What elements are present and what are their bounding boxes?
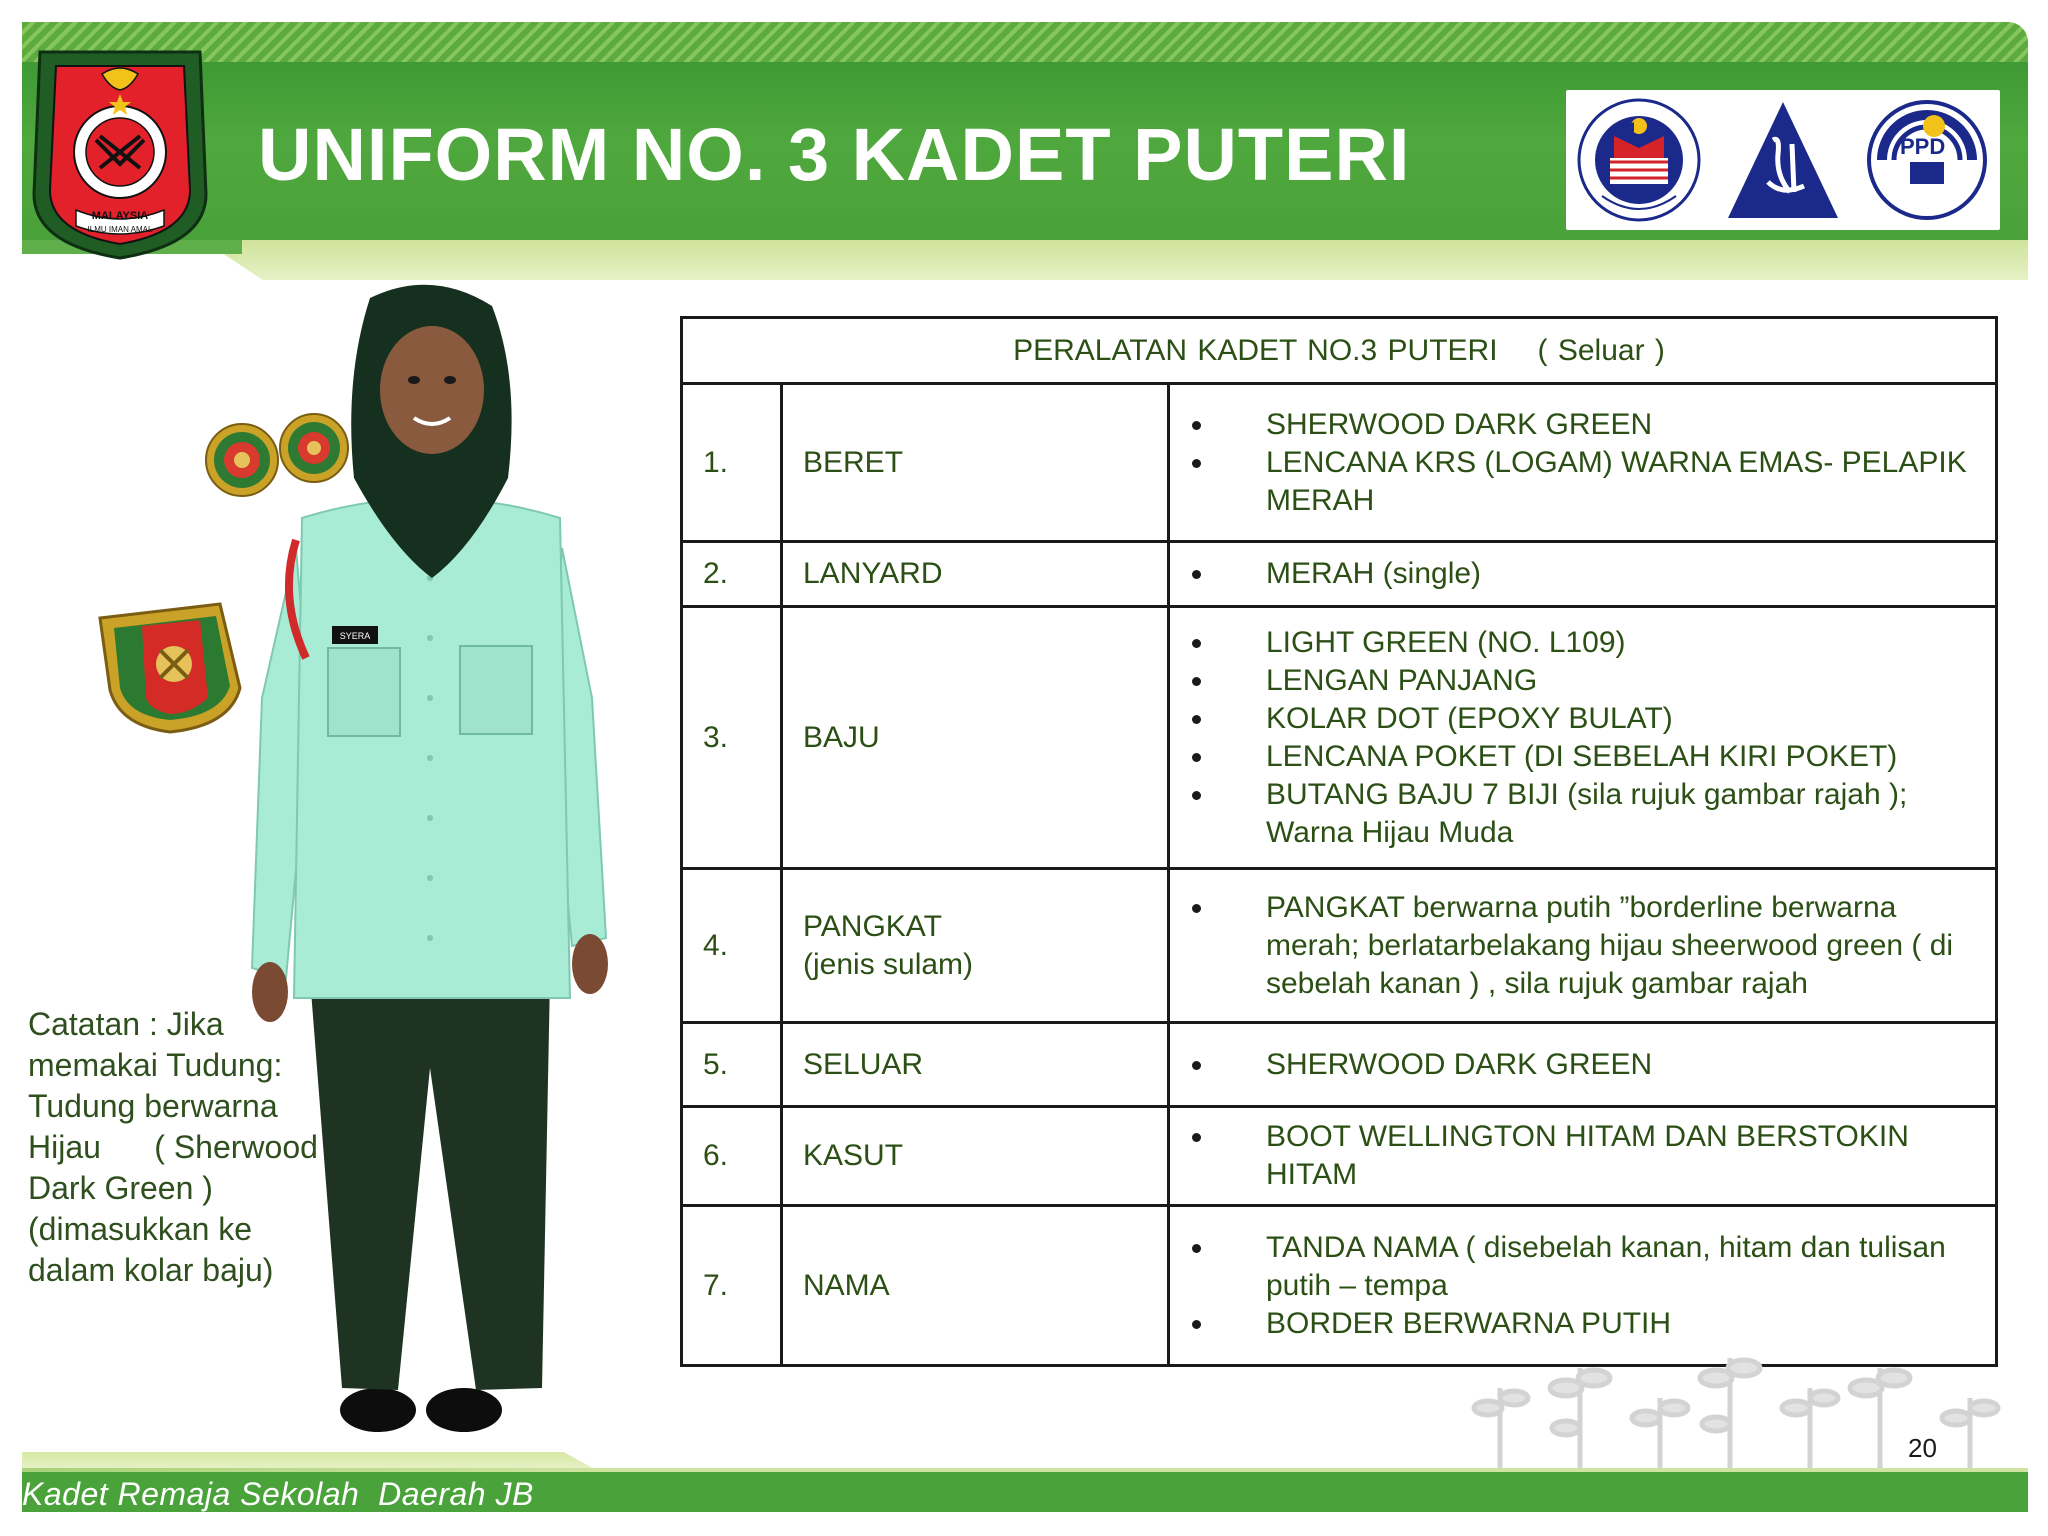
row-item-label: NAMA	[803, 1268, 890, 1302]
row-item	[782, 384, 1169, 542]
footer-text: Kadet Remaja Sekolah Daerah JB	[22, 1476, 534, 1512]
row-item-label: SELUAR	[803, 1047, 924, 1081]
detail-item: LIGHT GREEN (NO. L109)	[1192, 624, 1975, 662]
detail-item: LENCANA POKET (DI SEBELAH KIRI POKET)	[1192, 738, 1975, 776]
row-item-label: LANYARD	[803, 557, 943, 590]
name-tag: SYERA	[339, 631, 371, 641]
row-details	[1169, 869, 1997, 1023]
table-header-title: PERALATAN KADET NO.3 PUTERI	[1013, 333, 1498, 367]
crest-text-motto: ILMU IMAN AMAL	[87, 225, 153, 234]
row-details	[1169, 1206, 1997, 1366]
note-line: Catatan : Jika	[28, 1006, 224, 1042]
detail-item: TANDA NAMA ( disebelah kanan, hitam dan tulisan putih – tempa	[1192, 1229, 1975, 1305]
ppd-logo-text: PPD	[1900, 134, 1946, 159]
row-item-label: BAJU	[803, 720, 880, 754]
row-number: 4.	[682, 869, 782, 1023]
logo-panel	[1566, 90, 2000, 230]
table-row	[682, 607, 1997, 869]
row-details	[1169, 1107, 1997, 1206]
detail-item: LENCANA KRS (LOGAM) WARNA EMAS- PELAPIK MERAH	[1192, 444, 1975, 520]
row-details	[1169, 542, 1997, 607]
equipment-table	[680, 316, 1998, 1367]
row-item	[782, 1107, 1169, 1206]
detail-item: KOLAR DOT (EPOXY BULAT)	[1192, 700, 1975, 738]
pocket-badge-icon	[90, 598, 250, 738]
row-item	[782, 542, 1169, 607]
detail-item: BOOT WELLINGTON HITAM DAN BERSTOKIN HITAM	[1192, 1118, 1975, 1194]
table-row	[682, 1023, 1997, 1107]
table-header-row	[682, 318, 1997, 384]
note-line: memakai Tudung:	[28, 1047, 283, 1083]
row-item-label: PANGKAT	[803, 909, 942, 943]
row-number: 7.	[682, 1206, 782, 1366]
detail-item: SHERWOOD DARK GREEN	[1192, 406, 1975, 444]
row-item	[782, 1023, 1169, 1107]
table-row	[682, 542, 1997, 607]
detail-item: BUTANG BAJU 7 BIJI (sila rujuk gambar rajah ); Warna Hijau Muda	[1192, 776, 1975, 852]
page-number: 20	[1908, 1433, 1937, 1463]
table-header-note: ( Seluar )	[1537, 333, 1665, 367]
detail-item: SHERWOOD DARK GREEN	[1192, 1046, 1975, 1084]
row-number: 1.	[682, 384, 782, 542]
ppd-logo-icon	[1862, 96, 1992, 224]
detail-item: PANGKAT berwarna putih ”borderline berwarna merah; berlatarbelakang hijau sheerwood green ( di sebelah kanan ) , sila rujuk gambar rajah	[1192, 889, 1975, 1003]
table-row	[682, 1206, 1997, 1366]
table-row	[682, 869, 1997, 1023]
detail-item: LENGAN PANJANG	[1192, 662, 1975, 700]
row-item-label: KASUT	[803, 1139, 904, 1172]
note-line: (dimasukkan ke	[28, 1211, 253, 1247]
detail-item: MERAH (single)	[1192, 555, 1975, 593]
row-number: 2.	[682, 542, 782, 607]
row-item	[782, 869, 1169, 1023]
note-line: dalam kolar baju)	[28, 1252, 274, 1288]
row-item	[782, 1206, 1169, 1366]
kementerian-logo-icon	[1574, 96, 1704, 224]
detail-item: BORDER BERWARNA PUTIH	[1192, 1305, 1975, 1343]
note-text	[28, 1004, 348, 1291]
row-number: 3.	[682, 607, 782, 869]
row-item-label: BERET	[803, 445, 904, 479]
row-details	[1169, 1023, 1997, 1107]
note-line: Dark Green )	[28, 1170, 213, 1206]
row-details	[1169, 607, 1997, 869]
note-line: Tudung berwarna	[28, 1088, 278, 1124]
kadet-remaja-crest-icon	[30, 44, 210, 264]
header-stripe	[22, 22, 2028, 62]
table-header	[682, 318, 1997, 384]
table-row	[682, 384, 1997, 542]
calligraphy-triangle-icon	[1718, 96, 1848, 224]
row-item	[782, 607, 1169, 869]
row-number: 5.	[682, 1023, 782, 1107]
crest-text-malaysia: MALAYSIA	[91, 210, 149, 222]
row-number: 6.	[682, 1107, 782, 1206]
row-details	[1169, 384, 1997, 542]
page-title: UNIFORM NO. 3 KADET PUTERI	[258, 113, 1411, 196]
table-row	[682, 1107, 1997, 1206]
note-line: Hijau ( Sherwood	[28, 1129, 318, 1165]
row-item-sub: (jenis sulam)	[803, 947, 974, 981]
header-accent	[22, 240, 2028, 280]
